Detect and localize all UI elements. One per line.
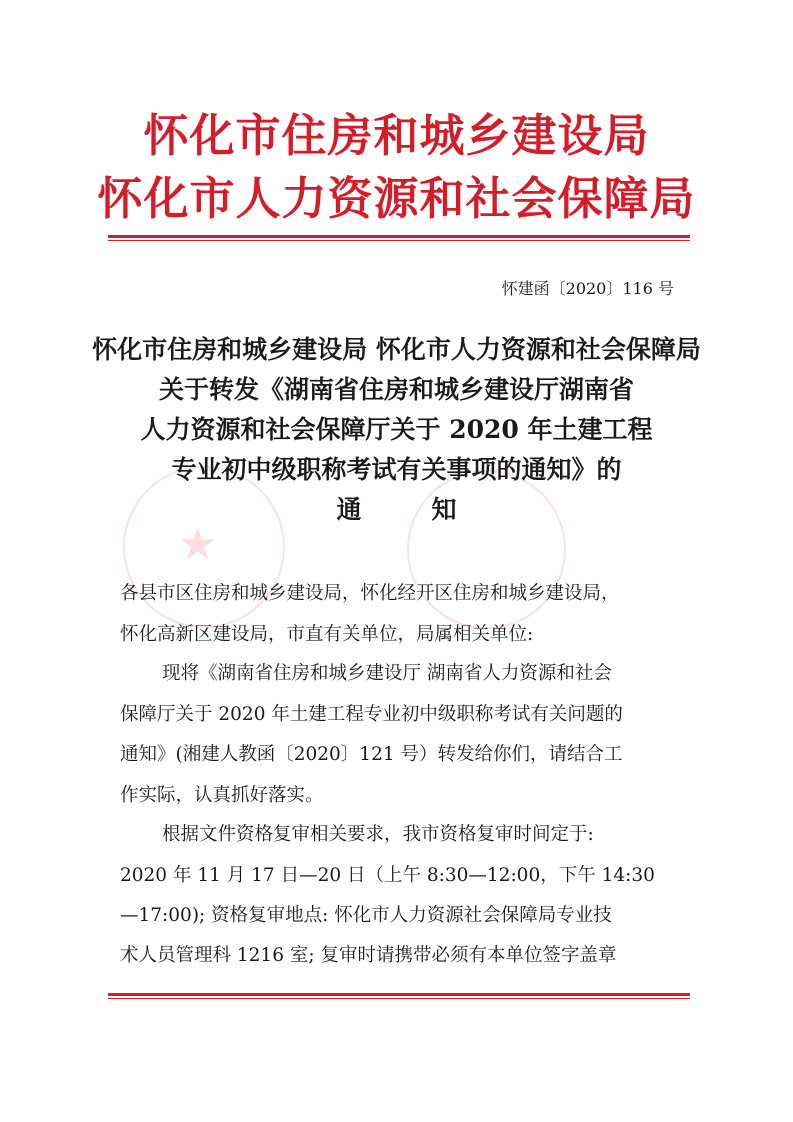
document-title-line: 怀化市住房和城乡建设局 怀化市人力资源和社会保障局 bbox=[92, 335, 701, 364]
issuer-housing-bureau: 怀化市住房和城乡建设局 bbox=[143, 109, 650, 162]
paragraph-line: 作实际，认真抓好落实。 bbox=[120, 785, 324, 806]
document-title-notice bbox=[0, 497, 793, 522]
paragraph-line: 术人员管理科 1216 室; 复审时请携带必须有本单位签字盖章 bbox=[120, 945, 617, 966]
document-title-line: 专业初中级职称考试有关事项的通知》的 bbox=[171, 455, 622, 484]
letterhead-divider-thick bbox=[108, 235, 690, 238]
footer-divider-thin bbox=[108, 998, 690, 999]
document-title-line: 关于转发《湖南省住房和城乡建设厅湖南省 bbox=[158, 375, 634, 404]
seal-star-icon: ★ bbox=[178, 519, 218, 570]
footer-divider-thick bbox=[108, 993, 690, 996]
document-title-line: 人力资源和社会保障厅关于 2020 年土建工程 bbox=[140, 415, 653, 444]
title-char: 知 bbox=[431, 495, 457, 524]
paragraph-line: 通知》(湘建人教函〔2020〕121 号）转发给你们，请结合工 bbox=[120, 744, 623, 765]
issuer-hr-bureau: 怀化市人力资源和社会保障局 bbox=[97, 172, 696, 225]
paragraph-line: 保障厅关于 2020 年土建工程专业初中级职称考试有关问题的 bbox=[120, 704, 623, 725]
letterhead-divider-thin bbox=[108, 240, 690, 241]
addressee-line: 各县市区住房和城乡建设局，怀化经开区住房和城乡建设局， bbox=[120, 583, 620, 604]
official-seal-right bbox=[407, 470, 566, 629]
paragraph-line: 2020 年 11 月 17 日—20 日（上午 8:30—12:00，下午 14:30 bbox=[120, 865, 655, 886]
document-number: 怀建函〔2020〕116 号 bbox=[501, 279, 674, 298]
paragraph-line: —17:00); 资格复审地点: 怀化市人力资源社会保障局专业技 bbox=[120, 905, 612, 926]
addressee-line: 怀化高新区建设局，市直有关单位，局属相关单位: bbox=[120, 624, 534, 645]
title-char: 通 bbox=[336, 495, 362, 524]
paragraph-line: 根据文件资格复审相关要求，我市资格复审时间定于: bbox=[162, 824, 594, 845]
paragraph-line: 现将《湖南省住房和城乡建设厅 湖南省人力资源和社会 bbox=[162, 663, 612, 684]
